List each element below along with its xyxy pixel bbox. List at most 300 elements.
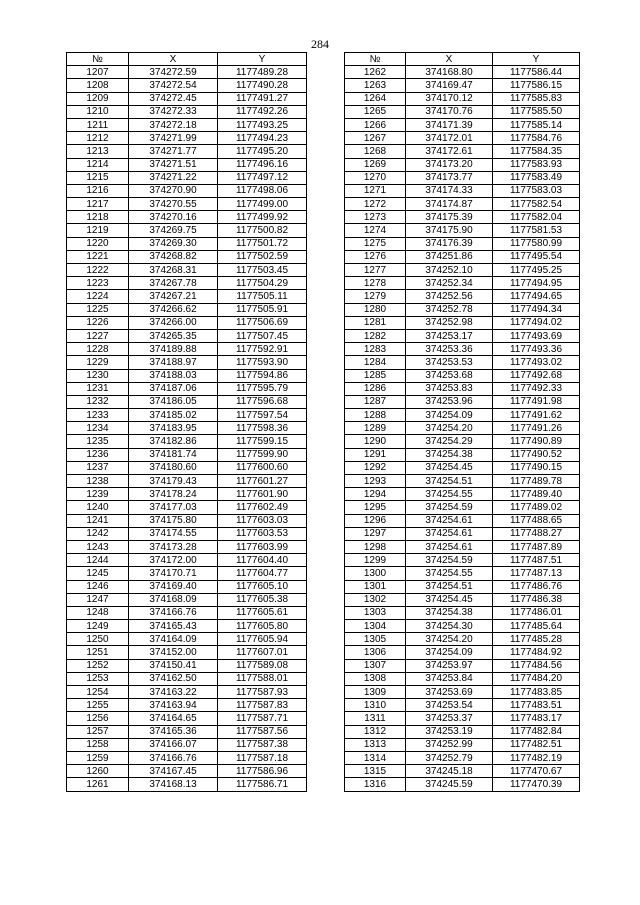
- table-row: [67, 593, 307, 606]
- x-coordinate-cell: 374174.87: [406, 198, 493, 211]
- y-coordinate-cell: 1177486.38: [493, 593, 580, 606]
- table-row: [345, 369, 580, 382]
- point-number-cell: 1308: [345, 672, 406, 685]
- table-row: [67, 751, 307, 764]
- table-row: [67, 382, 307, 395]
- x-coordinate-cell: 374253.19: [406, 725, 493, 738]
- point-number-cell: 1241: [67, 514, 129, 527]
- x-coordinate-cell: 374253.97: [406, 659, 493, 672]
- x-coordinate-cell: 374254.09: [406, 646, 493, 659]
- x-coordinate-cell: 374254.20: [406, 422, 493, 435]
- point-number-cell: 1234: [67, 422, 129, 435]
- point-number-cell: 1297: [345, 527, 406, 540]
- x-coordinate-cell: 374252.78: [406, 303, 493, 316]
- table-row: [345, 382, 580, 395]
- table-row: [67, 369, 307, 382]
- point-number-cell: 1208: [67, 79, 129, 92]
- y-coordinate-cell: 1177488.65: [493, 514, 580, 527]
- y-coordinate-cell: 1177489.78: [493, 475, 580, 488]
- y-coordinate-cell: 1177586.71: [218, 778, 307, 791]
- point-number-cell: 1263: [345, 79, 406, 92]
- x-coordinate-cell: 374167.45: [129, 765, 218, 778]
- table-row: [345, 66, 580, 79]
- y-coordinate-cell: 1177499.00: [218, 198, 307, 211]
- x-coordinate-cell: 374169.47: [406, 79, 493, 92]
- table-row: [345, 738, 580, 751]
- y-coordinate-cell: 1177487.89: [493, 540, 580, 553]
- point-number-cell: 1253: [67, 672, 129, 685]
- point-number-cell: 1278: [345, 277, 406, 290]
- table-row: [345, 316, 580, 329]
- table-row: [345, 237, 580, 250]
- x-coordinate-cell: 374254.51: [406, 580, 493, 593]
- point-number-cell: 1274: [345, 224, 406, 237]
- point-number-cell: 1238: [67, 475, 129, 488]
- table-row: [67, 554, 307, 567]
- table-row: [67, 66, 307, 79]
- table-row: [67, 646, 307, 659]
- point-number-cell: 1309: [345, 686, 406, 699]
- table-row: [345, 171, 580, 184]
- point-number-cell: 1304: [345, 620, 406, 633]
- x-coordinate-cell: 374173.20: [406, 158, 493, 171]
- table-row: [345, 540, 580, 553]
- x-coordinate-cell: 374181.74: [129, 448, 218, 461]
- x-coordinate-cell: 374163.22: [129, 686, 218, 699]
- table-row: [345, 422, 580, 435]
- x-coordinate-cell: 374254.59: [406, 501, 493, 514]
- y-coordinate-cell: 1177482.84: [493, 725, 580, 738]
- y-coordinate-cell: 1177605.80: [218, 620, 307, 633]
- x-coordinate-cell: 374265.35: [129, 329, 218, 342]
- table-row: [67, 316, 307, 329]
- table-row: [67, 79, 307, 92]
- table-row: [67, 448, 307, 461]
- x-coordinate-cell: 374254.55: [406, 567, 493, 580]
- table-row: [345, 580, 580, 593]
- table-row: [67, 118, 307, 131]
- x-coordinate-cell: 374175.39: [406, 211, 493, 224]
- table-row: [67, 356, 307, 369]
- table-row: [345, 567, 580, 580]
- y-coordinate-cell: 1177580.99: [493, 237, 580, 250]
- x-coordinate-cell: 374187.06: [129, 382, 218, 395]
- y-coordinate-cell: 1177587.71: [218, 712, 307, 725]
- point-number-cell: 1310: [345, 699, 406, 712]
- y-coordinate-cell: 1177589.08: [218, 659, 307, 672]
- x-coordinate-cell: 374245.18: [406, 765, 493, 778]
- table-row: [67, 659, 307, 672]
- x-coordinate-cell: 374166.76: [129, 606, 218, 619]
- table-row: [67, 633, 307, 646]
- x-coordinate-cell: 374253.96: [406, 395, 493, 408]
- point-number-cell: 1305: [345, 633, 406, 646]
- x-coordinate-cell: 374254.51: [406, 475, 493, 488]
- y-coordinate-cell: 1177604.40: [218, 554, 307, 567]
- point-number-cell: 1237: [67, 461, 129, 474]
- table-row: [67, 540, 307, 553]
- x-coordinate-cell: 374266.62: [129, 303, 218, 316]
- point-number-cell: 1221: [67, 250, 129, 263]
- x-coordinate-cell: 374164.09: [129, 633, 218, 646]
- x-coordinate-cell: 374254.59: [406, 554, 493, 567]
- y-coordinate-cell: 1177489.28: [218, 66, 307, 79]
- x-coordinate-cell: 374268.31: [129, 264, 218, 277]
- x-coordinate-cell: 374254.55: [406, 488, 493, 501]
- table-header-row: [345, 53, 580, 66]
- y-coordinate-cell: 1177496.16: [218, 158, 307, 171]
- table-row: [67, 514, 307, 527]
- table-row: [345, 92, 580, 105]
- x-coordinate-cell: 374175.90: [406, 224, 493, 237]
- x-coordinate-cell: 374253.84: [406, 672, 493, 685]
- table-row: [67, 105, 307, 118]
- x-coordinate-cell: 374254.20: [406, 633, 493, 646]
- table-row: [345, 633, 580, 646]
- table-row: [345, 277, 580, 290]
- table-row: [67, 158, 307, 171]
- table-row: [345, 751, 580, 764]
- x-coordinate-cell: 374183.95: [129, 422, 218, 435]
- y-coordinate-cell: 1177484.92: [493, 646, 580, 659]
- point-number-cell: 1282: [345, 329, 406, 342]
- x-coordinate-cell: 374168.13: [129, 778, 218, 791]
- table-row: [345, 356, 580, 369]
- table-row: [67, 712, 307, 725]
- table-row: [345, 514, 580, 527]
- table-row: [67, 620, 307, 633]
- y-coordinate-cell: 1177486.01: [493, 606, 580, 619]
- point-number-cell: 1292: [345, 461, 406, 474]
- y-coordinate-cell: 1177587.93: [218, 686, 307, 699]
- y-coordinate-cell: 1177492.33: [493, 382, 580, 395]
- y-coordinate-cell: 1177470.39: [493, 778, 580, 791]
- y-coordinate-cell: 1177587.18: [218, 751, 307, 764]
- x-coordinate-cell: 374171.39: [406, 118, 493, 131]
- x-coordinate-cell: 374252.10: [406, 264, 493, 277]
- table-row: [345, 290, 580, 303]
- table-row: [345, 699, 580, 712]
- x-coordinate-cell: 374271.99: [129, 132, 218, 145]
- point-number-cell: 1231: [67, 382, 129, 395]
- point-number-cell: 1248: [67, 606, 129, 619]
- table-row: [67, 725, 307, 738]
- table-row: [67, 475, 307, 488]
- y-coordinate-cell: 1177603.03: [218, 514, 307, 527]
- point-number-cell: 1269: [345, 158, 406, 171]
- y-coordinate-cell: 1177583.03: [493, 184, 580, 197]
- y-coordinate-cell: 1177490.28: [218, 79, 307, 92]
- x-coordinate-cell: 374272.18: [129, 118, 218, 131]
- table-row: [345, 646, 580, 659]
- point-number-cell: 1216: [67, 184, 129, 197]
- y-coordinate-cell: 1177602.49: [218, 501, 307, 514]
- x-coordinate-cell: 374252.34: [406, 277, 493, 290]
- x-coordinate-cell: 374271.77: [129, 145, 218, 158]
- y-coordinate-cell: 1177483.85: [493, 686, 580, 699]
- y-coordinate-cell: 1177500.82: [218, 224, 307, 237]
- y-coordinate-cell: 1177586.44: [493, 66, 580, 79]
- table-row: [345, 778, 580, 791]
- page-number: 284: [311, 37, 329, 51]
- table-row: [345, 620, 580, 633]
- point-number-cell: 1233: [67, 409, 129, 422]
- point-number-cell: 1287: [345, 395, 406, 408]
- point-number-cell: 1268: [345, 145, 406, 158]
- x-coordinate-cell: 374253.36: [406, 343, 493, 356]
- y-coordinate-cell: 1177495.54: [493, 250, 580, 263]
- point-number-cell: 1224: [67, 290, 129, 303]
- table-row: [345, 132, 580, 145]
- header-number: №: [67, 53, 129, 66]
- point-number-cell: 1227: [67, 329, 129, 342]
- table-row: [345, 329, 580, 342]
- y-coordinate-cell: 1177484.20: [493, 672, 580, 685]
- point-number-cell: 1213: [67, 145, 129, 158]
- y-coordinate-cell: 1177493.69: [493, 329, 580, 342]
- point-number-cell: 1280: [345, 303, 406, 316]
- table-row: [67, 765, 307, 778]
- coordinates-table-left: [66, 52, 307, 792]
- x-coordinate-cell: 374252.79: [406, 751, 493, 764]
- x-coordinate-cell: 374186.05: [129, 395, 218, 408]
- table-row: [67, 527, 307, 540]
- y-coordinate-cell: 1177491.98: [493, 395, 580, 408]
- x-coordinate-cell: 374254.61: [406, 514, 493, 527]
- table-header-row: [67, 53, 307, 66]
- y-coordinate-cell: 1177607.01: [218, 646, 307, 659]
- table-row: [67, 237, 307, 250]
- x-coordinate-cell: 374254.30: [406, 620, 493, 633]
- y-coordinate-cell: 1177504.29: [218, 277, 307, 290]
- y-coordinate-cell: 1177594.86: [218, 369, 307, 382]
- x-coordinate-cell: 374245.59: [406, 778, 493, 791]
- point-number-cell: 1226: [67, 316, 129, 329]
- y-coordinate-cell: 1177584.35: [493, 145, 580, 158]
- point-number-cell: 1257: [67, 725, 129, 738]
- header-x: X: [406, 53, 493, 66]
- point-number-cell: 1301: [345, 580, 406, 593]
- point-number-cell: 1259: [67, 751, 129, 764]
- x-coordinate-cell: 374150.41: [129, 659, 218, 672]
- point-number-cell: 1298: [345, 540, 406, 553]
- point-number-cell: 1277: [345, 264, 406, 277]
- x-coordinate-cell: 374178.24: [129, 488, 218, 501]
- table-row: [67, 422, 307, 435]
- x-coordinate-cell: 374270.55: [129, 198, 218, 211]
- point-number-cell: 1294: [345, 488, 406, 501]
- y-coordinate-cell: 1177501.72: [218, 237, 307, 250]
- point-number-cell: 1279: [345, 290, 406, 303]
- x-coordinate-cell: 374254.61: [406, 540, 493, 553]
- point-number-cell: 1247: [67, 593, 129, 606]
- y-coordinate-cell: 1177599.90: [218, 448, 307, 461]
- x-coordinate-cell: 374165.36: [129, 725, 218, 738]
- x-coordinate-cell: 374169.40: [129, 580, 218, 593]
- point-number-cell: 1222: [67, 264, 129, 277]
- x-coordinate-cell: 374269.75: [129, 224, 218, 237]
- y-coordinate-cell: 1177587.38: [218, 738, 307, 751]
- point-number-cell: 1286: [345, 382, 406, 395]
- point-number-cell: 1212: [67, 132, 129, 145]
- y-coordinate-cell: 1177603.53: [218, 527, 307, 540]
- table-row: [67, 132, 307, 145]
- y-coordinate-cell: 1177494.95: [493, 277, 580, 290]
- point-number-cell: 1218: [67, 211, 129, 224]
- point-number-cell: 1246: [67, 580, 129, 593]
- header-y: Y: [493, 53, 580, 66]
- x-coordinate-cell: 374189.88: [129, 343, 218, 356]
- y-coordinate-cell: 1177583.93: [493, 158, 580, 171]
- y-coordinate-cell: 1177601.90: [218, 488, 307, 501]
- table-row: [345, 765, 580, 778]
- point-number-cell: 1211: [67, 118, 129, 131]
- point-number-cell: 1219: [67, 224, 129, 237]
- point-number-cell: 1258: [67, 738, 129, 751]
- point-number-cell: 1302: [345, 593, 406, 606]
- point-number-cell: 1265: [345, 105, 406, 118]
- point-number-cell: 1229: [67, 356, 129, 369]
- point-number-cell: 1210: [67, 105, 129, 118]
- y-coordinate-cell: 1177493.25: [218, 118, 307, 131]
- y-coordinate-cell: 1177486.76: [493, 580, 580, 593]
- table-row: [67, 224, 307, 237]
- y-coordinate-cell: 1177601.27: [218, 475, 307, 488]
- table-row: [67, 145, 307, 158]
- x-coordinate-cell: 374172.00: [129, 554, 218, 567]
- point-number-cell: 1303: [345, 606, 406, 619]
- y-coordinate-cell: 1177483.51: [493, 699, 580, 712]
- table-row: [67, 184, 307, 197]
- point-number-cell: 1243: [67, 540, 129, 553]
- table-row: [67, 277, 307, 290]
- y-coordinate-cell: 1177582.04: [493, 211, 580, 224]
- table-row: [345, 250, 580, 263]
- table-row: [67, 211, 307, 224]
- point-number-cell: 1270: [345, 171, 406, 184]
- y-coordinate-cell: 1177507.45: [218, 329, 307, 342]
- x-coordinate-cell: 374168.80: [406, 66, 493, 79]
- x-coordinate-cell: 374172.61: [406, 145, 493, 158]
- y-coordinate-cell: 1177505.91: [218, 303, 307, 316]
- table-row: [345, 184, 580, 197]
- x-coordinate-cell: 374254.09: [406, 409, 493, 422]
- y-coordinate-cell: 1177588.01: [218, 672, 307, 685]
- point-number-cell: 1316: [345, 778, 406, 791]
- x-coordinate-cell: 374173.77: [406, 171, 493, 184]
- header-y: Y: [218, 53, 307, 66]
- x-coordinate-cell: 374253.83: [406, 382, 493, 395]
- y-coordinate-cell: 1177492.68: [493, 369, 580, 382]
- table-row: [67, 250, 307, 263]
- x-coordinate-cell: 374251.86: [406, 250, 493, 263]
- y-coordinate-cell: 1177493.36: [493, 343, 580, 356]
- x-coordinate-cell: 374267.78: [129, 277, 218, 290]
- table-row: [345, 264, 580, 277]
- point-number-cell: 1256: [67, 712, 129, 725]
- y-coordinate-cell: 1177583.49: [493, 171, 580, 184]
- y-coordinate-cell: 1177493.02: [493, 356, 580, 369]
- point-number-cell: 1232: [67, 395, 129, 408]
- point-number-cell: 1260: [67, 765, 129, 778]
- point-number-cell: 1240: [67, 501, 129, 514]
- table-row: [67, 606, 307, 619]
- point-number-cell: 1225: [67, 303, 129, 316]
- y-coordinate-cell: 1177499.92: [218, 211, 307, 224]
- y-coordinate-cell: 1177489.40: [493, 488, 580, 501]
- point-number-cell: 1293: [345, 475, 406, 488]
- y-coordinate-cell: 1177603.99: [218, 540, 307, 553]
- table-row: [345, 488, 580, 501]
- coordinates-table-right: [344, 52, 580, 792]
- table-row: [345, 448, 580, 461]
- point-number-cell: 1236: [67, 448, 129, 461]
- table-row: [345, 475, 580, 488]
- x-coordinate-cell: 374254.61: [406, 527, 493, 540]
- y-coordinate-cell: 1177581.53: [493, 224, 580, 237]
- y-coordinate-cell: 1177490.15: [493, 461, 580, 474]
- table-row: [67, 672, 307, 685]
- x-coordinate-cell: 374180.60: [129, 461, 218, 474]
- y-coordinate-cell: 1177485.64: [493, 620, 580, 633]
- y-coordinate-cell: 1177491.26: [493, 422, 580, 435]
- x-coordinate-cell: 374266.00: [129, 316, 218, 329]
- point-number-cell: 1312: [345, 725, 406, 738]
- x-coordinate-cell: 374170.71: [129, 567, 218, 580]
- table-row: [67, 488, 307, 501]
- point-number-cell: 1313: [345, 738, 406, 751]
- point-number-cell: 1288: [345, 409, 406, 422]
- point-number-cell: 1285: [345, 369, 406, 382]
- x-coordinate-cell: 374152.00: [129, 646, 218, 659]
- y-coordinate-cell: 1177605.61: [218, 606, 307, 619]
- point-number-cell: 1239: [67, 488, 129, 501]
- point-number-cell: 1254: [67, 686, 129, 699]
- y-coordinate-cell: 1177502.59: [218, 250, 307, 263]
- x-coordinate-cell: 374272.33: [129, 105, 218, 118]
- table-row: [345, 712, 580, 725]
- point-number-cell: 1289: [345, 422, 406, 435]
- table-row: [345, 211, 580, 224]
- table-row: [67, 395, 307, 408]
- x-coordinate-cell: 374253.17: [406, 329, 493, 342]
- table-row: [67, 198, 307, 211]
- table-row: [345, 435, 580, 448]
- x-coordinate-cell: 374174.33: [406, 184, 493, 197]
- y-coordinate-cell: 1177487.51: [493, 554, 580, 567]
- y-coordinate-cell: 1177495.20: [218, 145, 307, 158]
- x-coordinate-cell: 374179.43: [129, 475, 218, 488]
- point-number-cell: 1215: [67, 171, 129, 184]
- point-number-cell: 1261: [67, 778, 129, 791]
- x-coordinate-cell: 374164.65: [129, 712, 218, 725]
- point-number-cell: 1283: [345, 343, 406, 356]
- x-coordinate-cell: 374271.51: [129, 158, 218, 171]
- point-number-cell: 1271: [345, 184, 406, 197]
- x-coordinate-cell: 374182.86: [129, 435, 218, 448]
- x-coordinate-cell: 374270.16: [129, 211, 218, 224]
- x-coordinate-cell: 374166.76: [129, 751, 218, 764]
- table-row: [345, 224, 580, 237]
- x-coordinate-cell: 374162.50: [129, 672, 218, 685]
- point-number-cell: 1230: [67, 369, 129, 382]
- x-coordinate-cell: 374270.90: [129, 184, 218, 197]
- header-x: X: [129, 53, 218, 66]
- y-coordinate-cell: 1177599.15: [218, 435, 307, 448]
- x-coordinate-cell: 374268.82: [129, 250, 218, 263]
- x-coordinate-cell: 374254.38: [406, 606, 493, 619]
- x-coordinate-cell: 374177.03: [129, 501, 218, 514]
